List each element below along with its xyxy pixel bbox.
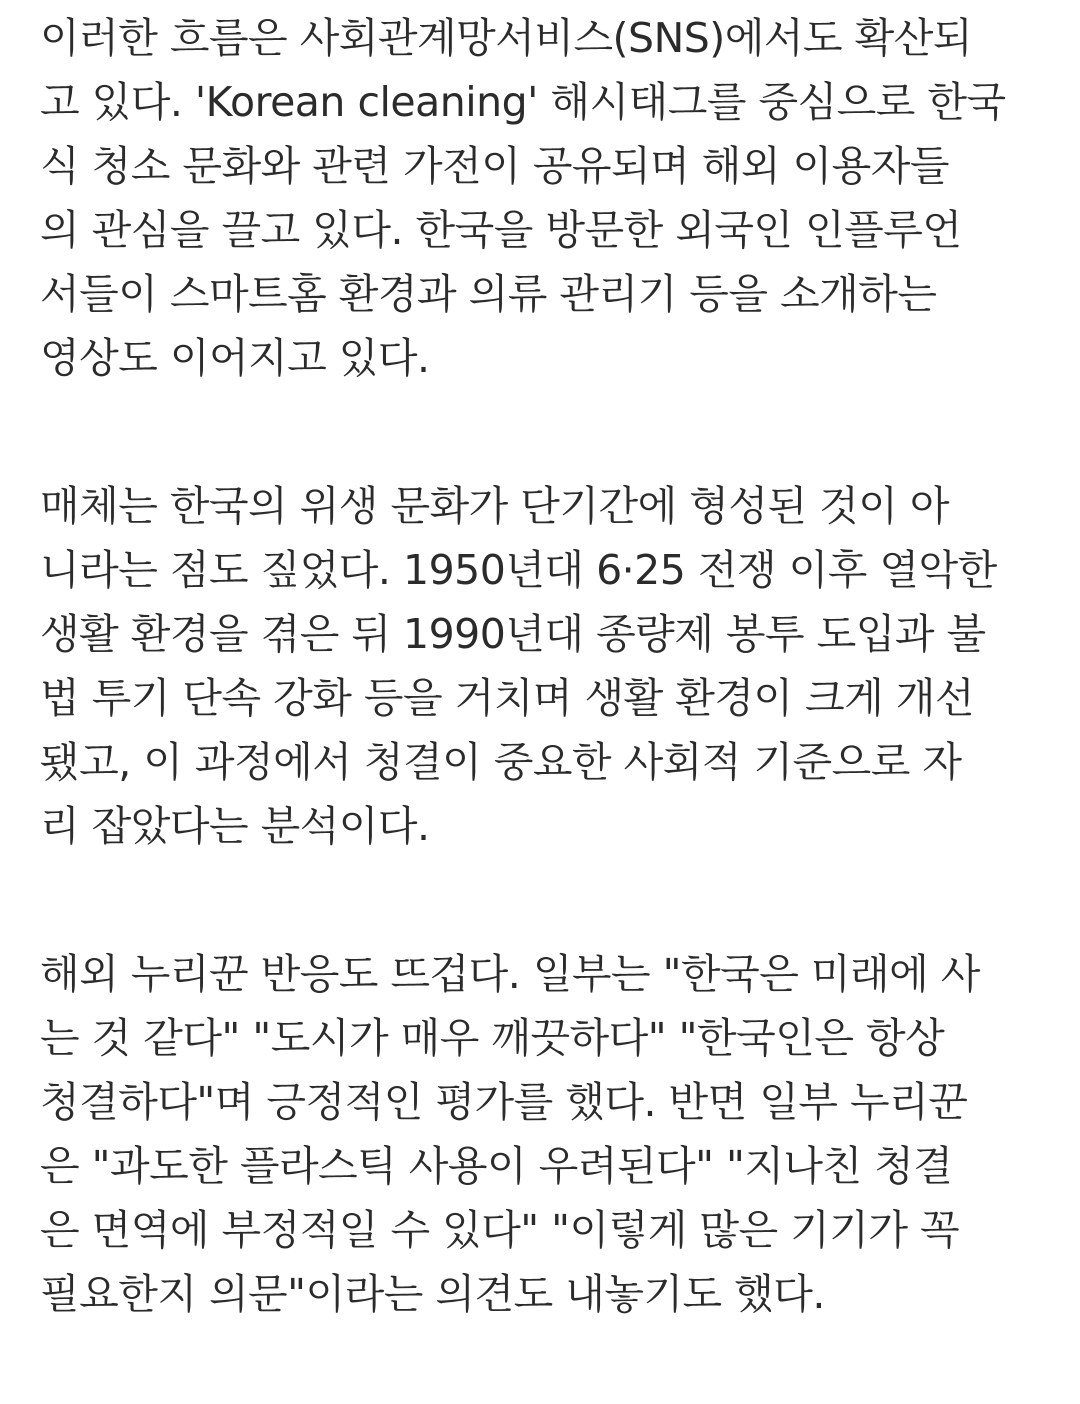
paragraph-hygiene-history	[40, 474, 1050, 858]
text-line: 리 잡았다는 분석이다.	[40, 802, 430, 850]
paragraph-netizen-reaction	[40, 942, 1050, 1326]
text-line: 법 투기 단속 강화 등을 거치며 생활 환경이 크게 개선	[40, 674, 975, 722]
paragraph-spacer	[40, 858, 1050, 942]
text-line: 영상도 이어지고 있다.	[40, 334, 430, 382]
paragraph-sns-spread	[40, 6, 1050, 390]
text-line: 매체는 한국의 위생 문화가 단기간에 형성된 것이 아	[40, 482, 949, 530]
text-line: 고 있다. 'Korean cleaning' 해시태그를 중심으로 한국	[40, 78, 1006, 126]
text-line: 해외 누리꾼 반응도 뜨겁다. 일부는 "한국은 미래에 사	[40, 950, 980, 998]
text-line: 생활 환경을 겪은 뒤 1990년대 종량제 봉투 도입과 불	[40, 610, 986, 658]
text-line: 됐고, 이 과정에서 청결이 중요한 사회적 기준으로 자	[40, 738, 962, 786]
text-line: 서들이 스마트홈 환경과 의류 관리기 등을 소개하는	[40, 270, 937, 318]
paragraph-spacer	[40, 390, 1050, 474]
text-line: 는 것 같다" "도시가 매우 깨끗하다" "한국인은 항상	[40, 1014, 945, 1062]
text-line: 은 "과도한 플라스틱 사용이 우려된다" "지나친 청결	[40, 1142, 953, 1190]
text-line: 청결하다"며 긍정적인 평가를 했다. 반면 일부 누리꾼	[40, 1078, 968, 1126]
text-line: 이러한 흐름은 사회관계망서비스(SNS)에서도 확산되	[40, 14, 972, 62]
article-body	[40, 6, 1050, 1326]
text-line: 필요한지 의문"이라는 의견도 내놓기도 했다.	[40, 1270, 825, 1318]
text-line: 식 청소 문화와 관련 가전이 공유되며 해외 이용자들	[40, 142, 949, 190]
text-line: 은 면역에 부정적일 수 있다" "이렇게 많은 기기가 꼭	[40, 1206, 960, 1254]
text-line: 니라는 점도 짚었다. 1950년대 6·25 전쟁 이후 열악한	[40, 546, 997, 594]
text-line: 의 관심을 끌고 있다. 한국을 방문한 외국인 인플루언	[40, 206, 962, 254]
